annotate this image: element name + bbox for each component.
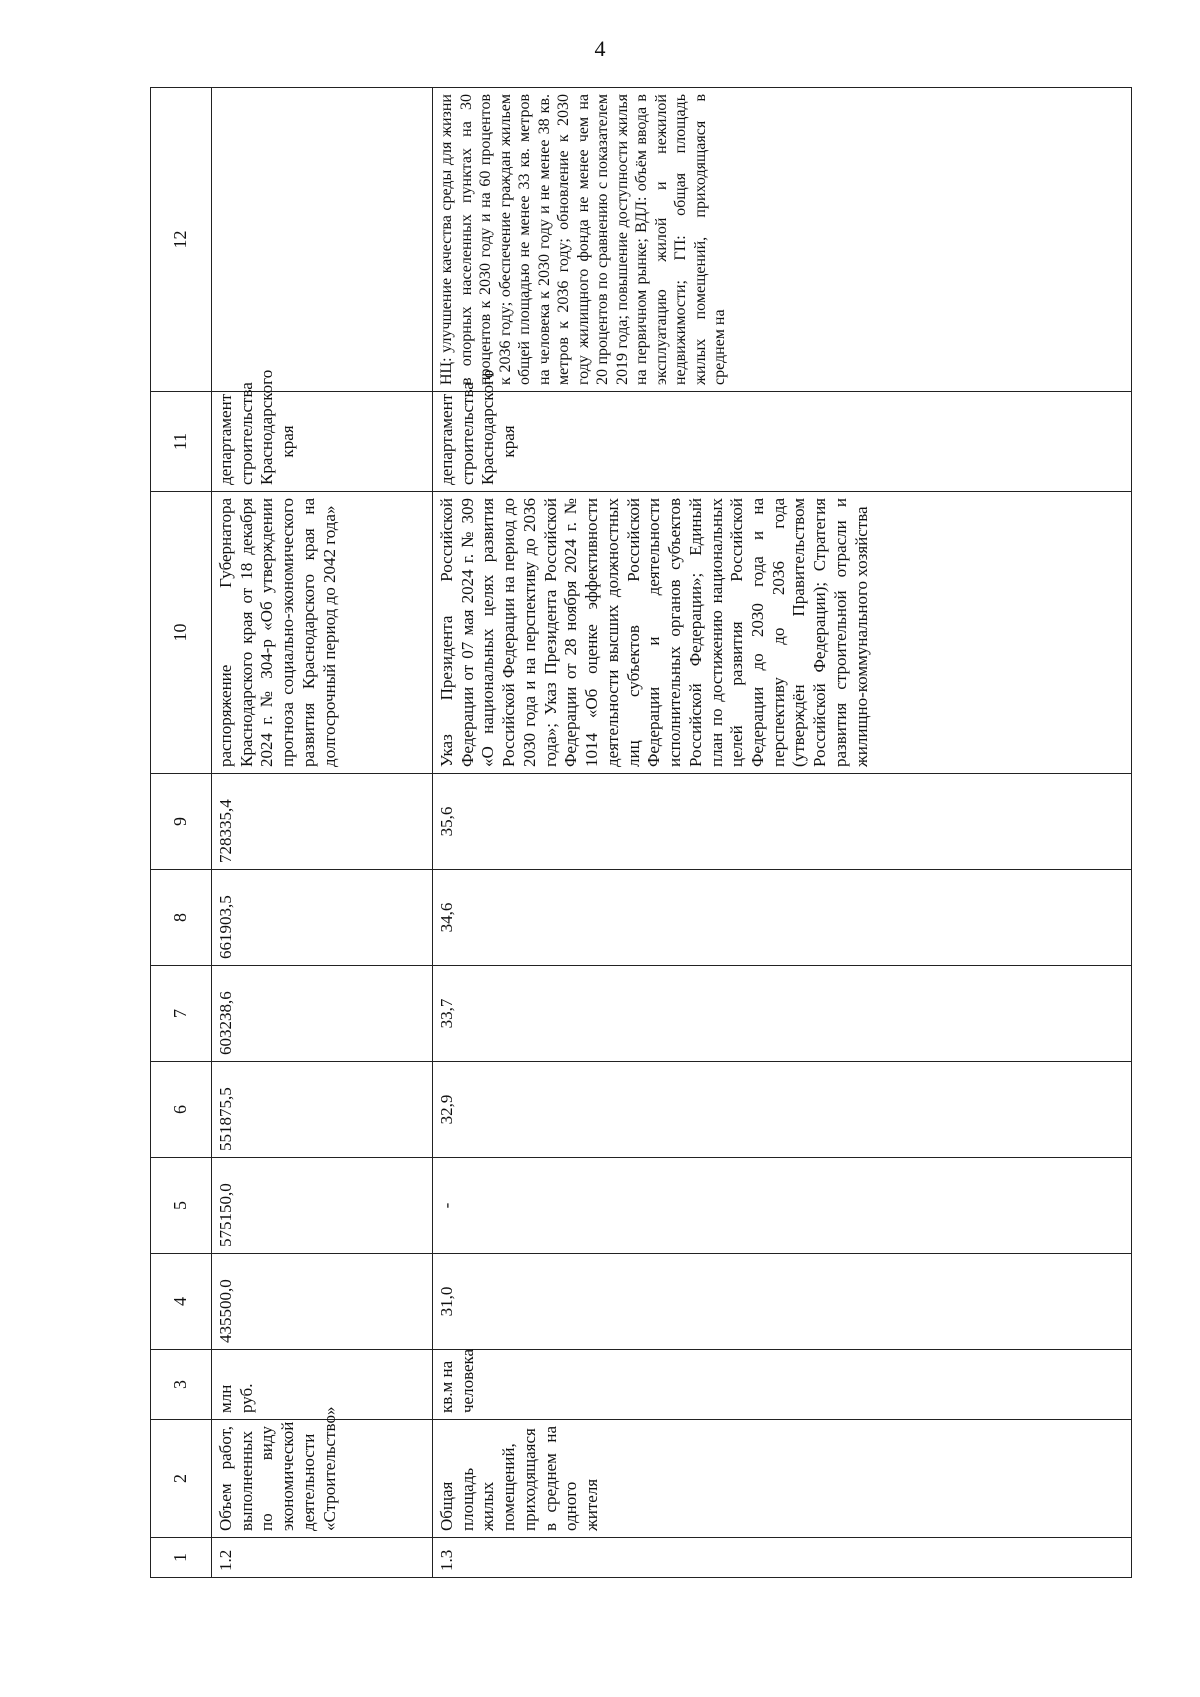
legal-basis-cell: Указ Президента Российской Федерации от 07 мая 2024 г. № 309 «О национальных целях развития Российской Федерации на период до 2030 года и на перспективу до 2036 года»; Указ Президента Российской Федерации от 28 ноября 2024 г. № 1014 «Об оценке эффективности деятельности высших должностных лиц субъектов Российской Федерации и деятельности исполнительных органов субъектов Российской Федерации»; Единый план по достижению национальных целей развития Российской Федерации до 2030 года и на перспективу до 2036 года (утверждён Правительством Российской Федерации); Стратегия развития строительной отрасли и жилищно-коммунального хозяйства bbox=[433, 492, 1132, 774]
header-cell: 5 bbox=[151, 1158, 212, 1254]
goal-link-cell: НЦ: улучшение качества среды для жизни в опорных населенных пунктах на 30 процентов к 2030 году и на 60 процентов к 2036 году; обеспечение граждан жильем общей площадью не менее 33 кв. метров на человека к 2030 году и не менее 38 кв. метров к 2036 году; обновление к 2030 году жилищного фонда не менее чем на 20 процентов по сравнению с показателем 2019 года; повышение доступности жилья на первичном рынке; ВДЛ: объём ввода в эксплуатацию жилой и нежилой недвижимости; ГП: общая площадь жилых помещений, приходящаяся в среднем на bbox=[433, 88, 1132, 392]
header-cell: 8 bbox=[151, 870, 212, 966]
unit-cell: млн руб. bbox=[212, 1350, 433, 1420]
row-number: 1.3 bbox=[433, 1538, 1132, 1578]
responsible-cell: департамент строительства Краснодарского края bbox=[212, 392, 433, 492]
value-cell: - bbox=[433, 1158, 1132, 1254]
header-cell: 9 bbox=[151, 774, 212, 870]
value-cell: 603238,6 bbox=[212, 966, 433, 1062]
value-cell: 551875,5 bbox=[212, 1062, 433, 1158]
header-cell: 12 bbox=[151, 88, 212, 392]
value-cell: 32,9 bbox=[433, 1062, 1132, 1158]
unit-cell: кв.м на человека bbox=[433, 1350, 1132, 1420]
value-cell: 34,6 bbox=[433, 870, 1132, 966]
legal-basis-cell: распоряжение Губернатора Краснодарского края от 18 декабря 2024 г. № 304-р «Об утверждении прогноза социально-экономического развития Краснодарского края на долгосрочный период до 2042 года» bbox=[212, 492, 433, 774]
header-cell: 6 bbox=[151, 1062, 212, 1158]
row-number: 1.2 bbox=[212, 1538, 433, 1578]
value-cell: 661903,5 bbox=[212, 870, 433, 966]
value-cell: 728335,4 bbox=[212, 774, 433, 870]
value-cell: 35,6 bbox=[433, 774, 1132, 870]
header-cell: 2 bbox=[151, 1420, 212, 1538]
table-row bbox=[433, 88, 1132, 1578]
header-cell: 1 bbox=[151, 1538, 212, 1578]
page-number: 4 bbox=[594, 36, 606, 61]
indicator-name: Объем работ, выполненных по виду экономической деятельности «Строительство» bbox=[212, 1420, 433, 1538]
header-row bbox=[151, 88, 212, 1578]
value-cell: 31,0 bbox=[433, 1254, 1132, 1350]
header-cell: 3 bbox=[151, 1350, 212, 1420]
table-row bbox=[212, 88, 433, 1578]
goal-link-cell bbox=[212, 88, 433, 392]
header-cell: 4 bbox=[151, 1254, 212, 1350]
header-cell: 7 bbox=[151, 966, 212, 1062]
indicator-name: Общая площадь жилых помещений, приходящаяся в среднем на одного жителя bbox=[433, 1420, 1132, 1538]
header-cell: 10 bbox=[151, 492, 212, 774]
value-cell: 575150,0 bbox=[212, 1158, 433, 1254]
indicators-table bbox=[150, 87, 1132, 1578]
rotated-table-container bbox=[150, 88, 1110, 1578]
responsible-cell: департамент строительства Краснодарского края bbox=[433, 392, 1132, 492]
header-cell: 11 bbox=[151, 392, 212, 492]
value-cell: 435500,0 bbox=[212, 1254, 433, 1350]
value-cell: 33,7 bbox=[433, 966, 1132, 1062]
